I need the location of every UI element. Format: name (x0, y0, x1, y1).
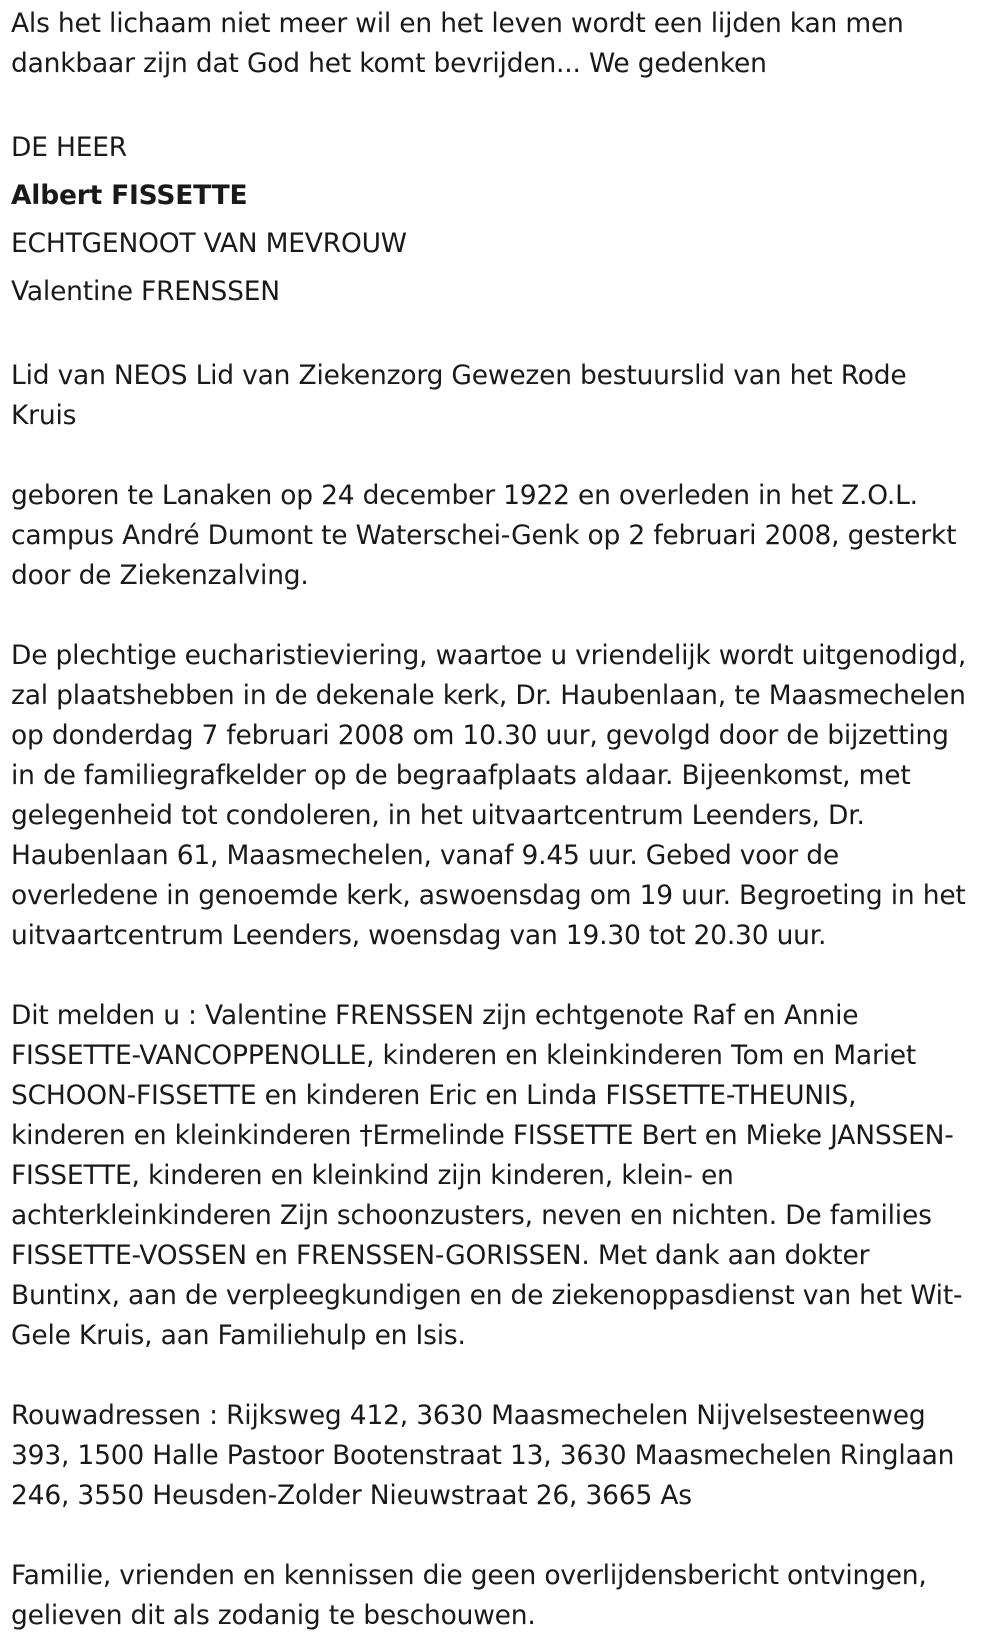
spacer (11, 84, 967, 124)
spouse-name: Valentine FRENSSEN (11, 276, 280, 307)
spacer (11, 316, 967, 356)
spacer (11, 596, 967, 636)
spacer (11, 1356, 967, 1396)
spacer (11, 1516, 967, 1556)
deceased-relation: ECHTGENOOT VAN MEVROUW (11, 228, 407, 259)
ceremony-text: De plechtige eucharistieviering, waartoe u vriendelijk wordt uitgenodigd, zal plaatshebben in de dekenale kerk, Dr. Haubenlaan, te Maasmechelen op donderdag 7 februari 2008 om 10.30 uur, gevolgd door de bijzetting in de familiegrafkelder op de begraafplaats aldaar. Bijeenkomst, met gelegenheid tot condoleren, in het uitvaartcentrum Leenders, Dr. Haubenlaan 61, Maasmechelen, vanaf 9.45 uur. Gebed voor de overledene in genoemde kerk, aswoensdag om 19 uur. Begroeting in het uitvaartcentrum Leenders, woensdag van 19.30 tot 20.30 uur. (11, 640, 967, 951)
addresses-text: Rouwadressen : Rijksweg 412, 3630 Maasmechelen Nijvelsesteenweg 393, 1500 Halle Pastoor Bootenstraat 13, 3630 Maasmechelen Ringlaan 246, 3550 Heusden-Zolder Nieuwstraat 26, 3665 As (11, 1400, 955, 1511)
memberships-text: Lid van NEOS Lid van Ziekenzorg Gewezen bestuurslid van het Rode Kruis (11, 360, 907, 431)
deceased-name: Albert FISSETTE (11, 180, 248, 211)
deceased-title: DE HEER (11, 132, 127, 163)
spacer (11, 436, 967, 476)
closing-text: Familie, vrienden en kennissen die geen overlijdensbericht ontvingen, gelieven dit als zodanig te beschouwen. (11, 1560, 927, 1631)
birth-death-text: geboren te Lanaken op 24 december 1922 en overleden in het Z.O.L. campus André Dumont te Waterschei-Genk op 2 februari 2008, gesterkt door de Ziekenzalving. (11, 480, 957, 591)
intro-text: Als het lichaam niet meer wil en het leven wordt een lijden kan men dankbaar zijn dat God het komt bevrijden... We gedenken (11, 8, 904, 79)
announcement-text: Dit melden u : Valentine FRENSSEN zijn echtgenote Raf en Annie FISSETTE-VANCOPPENOLLE, kinderen en kleinkinderen Tom en Mariet SCHOON-FISSETTE en kinderen Eric en Linda FISSETTE-THEUNIS, kinderen en kleinkinderen †Ermelinde FISSETTE Bert en Mieke JANSSEN-FISSETTE, kinderen en kleinkind zijn kinderen, klein- en achterkleinkinderen Zijn schoonzusters, neven en nichten. De families FISSETTE-VOSSEN en FRENSSEN-GORISSEN. Met dank aan dokter Buntinx, aan de verpleegkundigen en de ziekenoppasdienst van het Wit-Gele Kruis, aan Familiehulp en Isis. (11, 1000, 963, 1351)
spacer (11, 956, 967, 996)
